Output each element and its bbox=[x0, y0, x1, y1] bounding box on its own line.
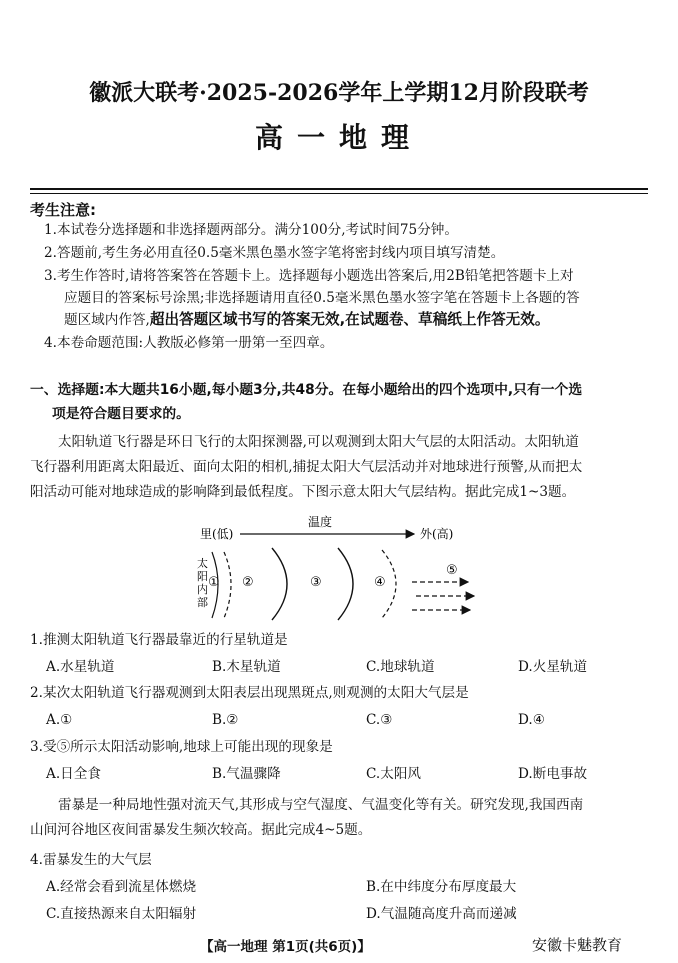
layer-boundary-2 bbox=[224, 552, 231, 618]
marker-1: ① bbox=[208, 575, 220, 590]
solar-atmosphere-diagram bbox=[190, 512, 490, 624]
question-3-option-b[interactable]: B.气温骤降 bbox=[212, 766, 281, 782]
sun-interior-char-4: 部 bbox=[197, 596, 208, 609]
question-1-option-b[interactable]: B.木星轨道 bbox=[212, 659, 281, 675]
footer-page-label: 【高一地理 第1页(共6页)】 bbox=[200, 939, 371, 955]
question-1-stem: 1.推测太阳轨道飞行器最靠近的行星轨道是 bbox=[30, 632, 288, 648]
passage-1-line-2: 飞行器利用距离太阳最近、面向太阳的相机,捕捉太阳大气层活动并对地球进行预警,从而把太 bbox=[30, 459, 583, 475]
question-4-option-d[interactable]: D.气温随高度升高而递减 bbox=[366, 906, 517, 922]
header-divider bbox=[30, 188, 648, 190]
passage-1-line-3: 阳活动可能对地球造成的影响降到最低程度。下图示意太阳大气层结构。据此完成1~3题。 bbox=[30, 484, 576, 500]
question-1-option-c[interactable]: C.地球轨道 bbox=[366, 659, 435, 675]
marker-3: ③ bbox=[310, 575, 322, 590]
notice-item-3-tail: 题区域内作答, bbox=[64, 312, 150, 328]
footer-publisher: 安徽卡魅教育 bbox=[532, 936, 623, 954]
notice-item-3: 3.考生作答时,请将答案答在答题卡上。选择题每小题选出答案后,用2B铅笔把答题卡上对 bbox=[44, 268, 574, 284]
question-2-stem: 2.某次太阳轨道飞行器观测到太阳表层出现黑斑点,则观测的太阳大气层是 bbox=[30, 685, 469, 701]
question-3-option-c[interactable]: C.太阳风 bbox=[366, 766, 422, 782]
marker-4: ④ bbox=[374, 575, 386, 590]
notice-item-4: 4.本卷命题范围:人教版必修第一册第一至四章。 bbox=[44, 335, 334, 351]
marker-2: ② bbox=[242, 575, 254, 590]
question-4-option-a[interactable]: A.经常会看到流星体燃烧 bbox=[46, 879, 197, 895]
question-2-option-d[interactable]: D.④ bbox=[518, 712, 545, 728]
notice-item-1: 1.本试卷分选择题和非选择题两部分。满分100分,考试时间75分钟。 bbox=[44, 222, 458, 238]
question-3-option-a[interactable]: A.日全食 bbox=[46, 766, 101, 782]
question-4-stem: 4.雷暴发生的大气层 bbox=[30, 852, 152, 868]
outer-high-label: 外(高) bbox=[420, 527, 454, 541]
notice-item-3-cont: 应题目的答案标号涂黑;非选择题请用直径0.5毫米黑色墨水签字笔在答题卡上各题的答 bbox=[64, 290, 580, 306]
notice-heading: 考生注意: bbox=[30, 201, 96, 219]
passage-2-line-1: 雷暴是一种局地性强对流天气,其形成与空气湿度、气温变化等有关。研究发现,我国西南 bbox=[58, 797, 584, 813]
subject-title: 高一地理 bbox=[254, 121, 423, 154]
layer-boundary-4 bbox=[338, 548, 353, 620]
inner-low-label: 里(低) bbox=[200, 527, 234, 541]
notice-emphasis: 超出答题区域书写的答案无效,在试题卷、草稿纸上作答无效。 bbox=[149, 311, 550, 328]
marker-5: ⑤ bbox=[446, 563, 458, 578]
notice-item-3-end bbox=[64, 310, 549, 330]
exam-title: 徽派大联考·2025-2026学年上学期12月阶段联考 bbox=[89, 80, 589, 106]
question-4-option-b[interactable]: B.在中纬度分布厚度最大 bbox=[366, 879, 517, 895]
question-4-option-c[interactable]: C.直接热源来自太阳辐射 bbox=[46, 906, 197, 922]
question-1-option-d[interactable]: D.火星轨道 bbox=[518, 659, 588, 675]
question-3-option-d[interactable]: D.断电事故 bbox=[518, 766, 588, 782]
section-heading-cont: 项是符合题目要求的。 bbox=[52, 406, 190, 422]
sun-interior-char-2: 阳 bbox=[197, 570, 208, 583]
question-2-option-a[interactable]: A.① bbox=[46, 712, 73, 728]
header-divider-thin bbox=[30, 193, 648, 194]
sun-interior-char-1: 太 bbox=[197, 557, 208, 570]
temperature-label: 温度 bbox=[308, 515, 333, 529]
passage-1-line-1: 太阳轨道飞行器是环日飞行的太阳探测器,可以观测到太阳大气层的太阳活动。太阳轨道 bbox=[58, 434, 579, 450]
section-heading: 一、选择题:本大题共16小题,每小题3分,共48分。在每小题给出的四个选项中,只有一个选 bbox=[30, 382, 583, 398]
question-3-stem: 3.受⑤所示太阳活动影响,地球上可能出现的现象是 bbox=[30, 739, 333, 755]
question-2-option-b[interactable]: B.② bbox=[212, 712, 239, 728]
question-1-option-a[interactable]: A.水星轨道 bbox=[46, 659, 115, 675]
passage-2-line-2: 山间河谷地区夜间雷暴发生频次较高。据此完成4~5题。 bbox=[30, 822, 372, 838]
question-2-option-c[interactable]: C.③ bbox=[366, 712, 393, 728]
notice-item-2: 2.答题前,考生务必用直径0.5毫米黑色墨水签字笔将密封线内项目填写清楚。 bbox=[44, 245, 505, 261]
layer-boundary-3 bbox=[272, 548, 287, 620]
sun-interior-char-3: 内 bbox=[197, 583, 208, 596]
